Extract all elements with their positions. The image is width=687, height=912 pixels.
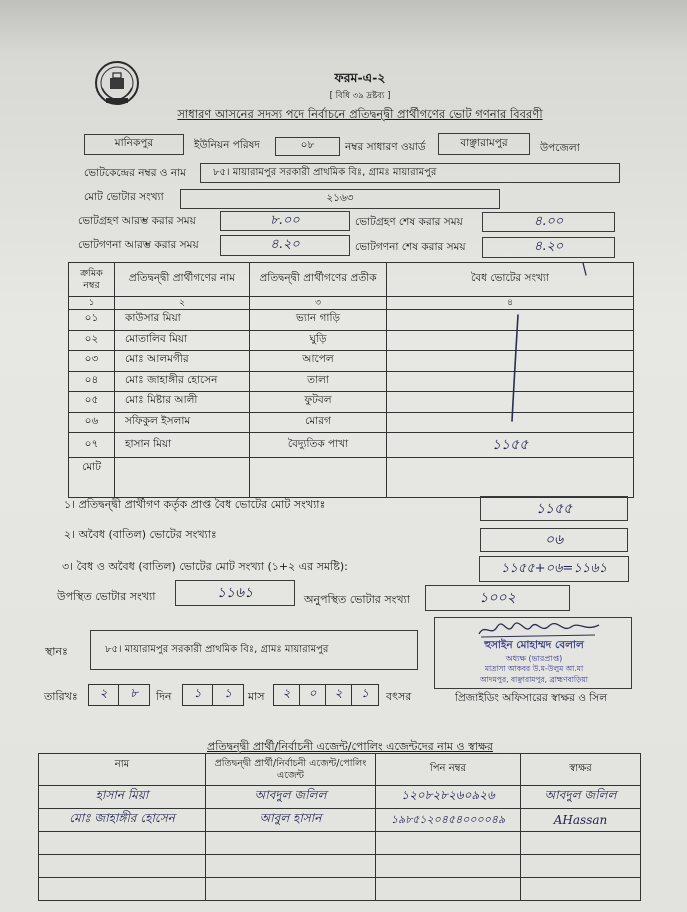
election-commission-seal-icon — [94, 60, 140, 106]
presiding-officer-seal-box — [434, 617, 632, 689]
column-number: ২ — [115, 297, 250, 310]
header-agent-name: নাম — [39, 754, 206, 786]
total-empty-cell — [115, 458, 250, 498]
serial-cell: ০৬ — [69, 412, 115, 433]
upazila-value-box: বাঞ্ছারামপুর — [438, 133, 530, 155]
agent-pin-cell: ১৯৮৫১২০৪৫৪০০০০৪৯ — [376, 809, 521, 832]
results-header-row — [69, 263, 634, 297]
date-day-digit: ২ — [89, 685, 119, 705]
agent-signature-cell: আবদুল জলিল — [521, 786, 641, 809]
total-row — [69, 458, 634, 498]
table-row — [39, 878, 641, 901]
total-votes-cell — [387, 458, 634, 498]
symbol-cell: আপেল — [250, 351, 387, 372]
candidate-name-cell: মোঃ আলমগীর — [115, 351, 250, 372]
form-number: ফরম-এ-২ — [334, 70, 386, 85]
serial-cell: ০৭ — [69, 433, 115, 458]
year-label: বৎসর — [386, 690, 412, 703]
table-row — [39, 809, 641, 832]
date-day-boxes — [88, 684, 150, 706]
header-valid-votes: বৈধ ভোটের সংখ্যা — [387, 263, 634, 297]
agent-role-cell — [206, 878, 376, 901]
agent-signature-cell — [521, 832, 641, 855]
poll-start-label: ভোটগ্রহণ আরম্ভ করার সময় — [78, 215, 196, 227]
agent-pin-cell — [376, 832, 521, 855]
date-month-boxes — [182, 684, 244, 706]
table-row — [39, 832, 641, 855]
day-label: দিন — [156, 690, 172, 703]
candidate-name-cell: হাসান মিয়া — [115, 433, 250, 458]
presiding-officer-signature — [475, 620, 605, 640]
serial-cell: ০১ — [69, 310, 115, 331]
date-day-digit: ৮ — [130, 686, 138, 700]
union-label: ইউনিয়ন পরিষদ — [194, 139, 260, 151]
date-year-digit: ২ — [274, 685, 300, 705]
header-agent-role: প্রতিদ্বন্দ্বী প্রার্থী/নির্বাচনী এজেন্ট/পোলিং এজেন্ট — [206, 754, 376, 786]
agents-table — [38, 753, 641, 901]
count-end-box: ৪.২০ — [482, 237, 615, 258]
stamp-address: আদমপুর, বাঞ্ছারামপুর, ব্রাহ্মণবাড়িয়া — [480, 675, 588, 684]
date-month-digit: ১ — [183, 685, 213, 705]
poll-end-label: ভোটগ্রহণ শেষ করার সময় — [355, 216, 463, 228]
column-number: ১ — [69, 297, 115, 310]
count-end-label: ভোটগণনা শেষ করার সময় — [355, 241, 466, 253]
invalid-votes-box: ০৬ — [480, 528, 628, 552]
date-year-digit: ২ — [326, 685, 352, 705]
candidate-name-cell: কাউসার মিয়া — [115, 310, 250, 331]
centre-label: ভোটকেন্দ্রের নম্বর ও নাম — [84, 167, 187, 179]
candidate-name-cell: সফিকুল ইসলাম — [115, 412, 250, 433]
column-number: ৩ — [250, 297, 387, 310]
candidate-name-cell: মোতালিব মিয়া — [115, 330, 250, 351]
total-label-cell: মোট — [69, 458, 115, 498]
serial-cell: ০৩ — [69, 351, 115, 372]
candidate-name-cell: মোঃ জাহাঙ্গীর হোসেন — [115, 371, 250, 392]
total-voters-box: ২১৬৩ — [180, 189, 500, 209]
agent-name-cell: মোঃ জাহাঙ্গীর হোসেন — [39, 809, 206, 832]
agent-role-cell — [206, 832, 376, 855]
centre-value-box: ৮৫। মায়ারামপুর সরকারী প্রাথমিক বিঃ, গ্রামঃ মায়ারামপুর — [200, 163, 620, 183]
serial-cell: ০২ — [69, 330, 115, 351]
presiding-officer-label: প্রিজাইডিং অফিসারের স্বাক্ষর ও সিল — [454, 692, 608, 704]
month-label: মাস — [248, 690, 265, 703]
header-symbol: প্রতিদ্বন্দ্বী প্রার্থীগণের প্রতীক — [250, 263, 387, 297]
agent-name-cell: হাসান মিয়া — [39, 786, 206, 809]
candidate-name-cell: মোঃ মিষ্টার আলী — [115, 392, 250, 413]
stamp-institution: মাদ্রাসা আকবর উ.ম-উলুম আ.মা — [484, 664, 584, 673]
present-voters-label: উপস্থিত ভোটার সংখ্যা — [57, 590, 156, 603]
ward-value-box: ০৮ — [275, 137, 340, 156]
valid-votes-label: ১। প্রতিদ্বন্দ্বী প্রার্থীগণ কর্তৃক প্রাপ্ত বৈধ ভোটের মোট সংখ্যাঃ — [64, 498, 326, 511]
date-year-boxes — [273, 684, 379, 706]
symbol-cell: ভ্যান গাড়ি — [250, 310, 387, 331]
form-title: সাধারণ আসনের সদস্য পদে নির্বাচনে প্রতিদ্বন্দ্বী প্রার্থীগণের ভোট গণনার বিবরণী — [177, 107, 543, 121]
serial-cell: ০৪ — [69, 371, 115, 392]
date-year-digit: ০ — [300, 685, 326, 705]
agent-pin-cell — [376, 878, 521, 901]
stamp-name: হুসাইন মোহাম্মদ বেলাল — [484, 639, 584, 651]
agent-pin-cell — [376, 855, 521, 878]
invalid-votes-label: ২। অবৈধ (বাতিল) ভোটের সংখ্যাঃ — [64, 528, 217, 541]
symbol-cell: বৈদ্যুতিক পাখা — [250, 433, 387, 458]
upazila-label: উপজেলা — [540, 142, 580, 154]
agent-signature-cell — [521, 855, 641, 878]
agent-role-cell: আবদুল জলিল — [206, 786, 376, 809]
total-empty-cell — [250, 458, 387, 498]
symbol-cell: মোরগ — [250, 412, 387, 433]
header-candidate-name: প্রতিদ্বন্দ্বী প্রার্থীগণের নাম — [115, 263, 250, 297]
column-number-row — [69, 297, 634, 310]
no-votes-pen-line — [385, 309, 632, 454]
agent-pin-cell: ১২০৮২৮২৬০৯২৬ — [376, 786, 521, 809]
symbol-cell: ফুটবল — [250, 392, 387, 413]
ward-label: নম্বর সাধারণ ওয়ার্ড — [345, 141, 426, 153]
agents-header-row — [39, 754, 641, 786]
count-start-box: ৪.২০ — [220, 235, 350, 256]
valid-votes-box: ১১৫৫ — [480, 496, 628, 521]
count-start-label: ভোটগণনা আরম্ভ করার সময় — [78, 239, 199, 251]
table-row — [39, 855, 641, 878]
header-serial: ক্রমিক নম্বর — [69, 263, 115, 297]
stamp-designation: অধ্যক্ষ (ভারপ্রাপ্ত) — [505, 654, 563, 663]
agent-role-cell: আবুল হাসান — [206, 809, 376, 832]
total-votes-box: ১১৫৫+০৬=১১৬১ — [479, 556, 629, 582]
symbol-cell: তালা — [250, 371, 387, 392]
total-votes-label: ৩। বৈধ ও অবৈধ (বাতিল) ভোটের মোট সংখ্যা (১+২ এর সমষ্টি): — [62, 560, 348, 573]
total-voters-label: মোট ভোটার সংখ্যা — [84, 191, 164, 203]
table-row — [39, 786, 641, 809]
header-pin-number: পিন নম্বর — [376, 754, 521, 786]
poll-end-box: ৪.০০ — [482, 212, 615, 232]
date-year-digit: ১ — [361, 686, 369, 700]
rule-reference: [ বিধি ৩৯ দ্রষ্টব্য ] — [329, 91, 391, 101]
agent-name-cell — [39, 878, 206, 901]
votes-cell: ১১৫৫ — [387, 433, 634, 458]
present-voters-box: ১১৬১ — [175, 580, 295, 606]
agents-section-title: প্রতিদ্বন্দ্বী প্রার্থী/নির্বাচনী এজেন্ট/পোলিং এজেন্টদের নাম ও স্বাক্ষর — [207, 740, 493, 753]
symbol-cell: ঘুড়ি — [250, 330, 387, 351]
agent-role-cell — [206, 855, 376, 878]
poll-start-box: ৮.০০ — [220, 211, 350, 231]
agent-name-cell — [39, 832, 206, 855]
agent-name-cell — [39, 855, 206, 878]
date-label: তারিখঃ — [44, 690, 78, 703]
union-value-box: মানিকপুর — [84, 134, 184, 155]
absent-voters-label: অনুপস্থিত ভোটার সংখ্যা — [304, 593, 410, 606]
agent-signature-cell — [521, 878, 641, 901]
pen-tick-mark — [580, 262, 590, 278]
column-number: ৪ — [387, 297, 634, 310]
serial-cell: ০৫ — [69, 392, 115, 413]
agent-signature-cell: AHassan — [521, 809, 641, 832]
header-signature: স্বাক্ষর — [521, 754, 641, 786]
place-value-box: ৮৫। মায়ারামপুর সরকারী প্রাথমিক বিঃ, গ্রামঃ মায়ারামপুর — [90, 630, 418, 670]
absent-voters-box: ১০০২ — [425, 585, 570, 611]
date-month-digit: ১ — [224, 686, 232, 700]
place-label: স্থানঃ — [45, 645, 68, 658]
